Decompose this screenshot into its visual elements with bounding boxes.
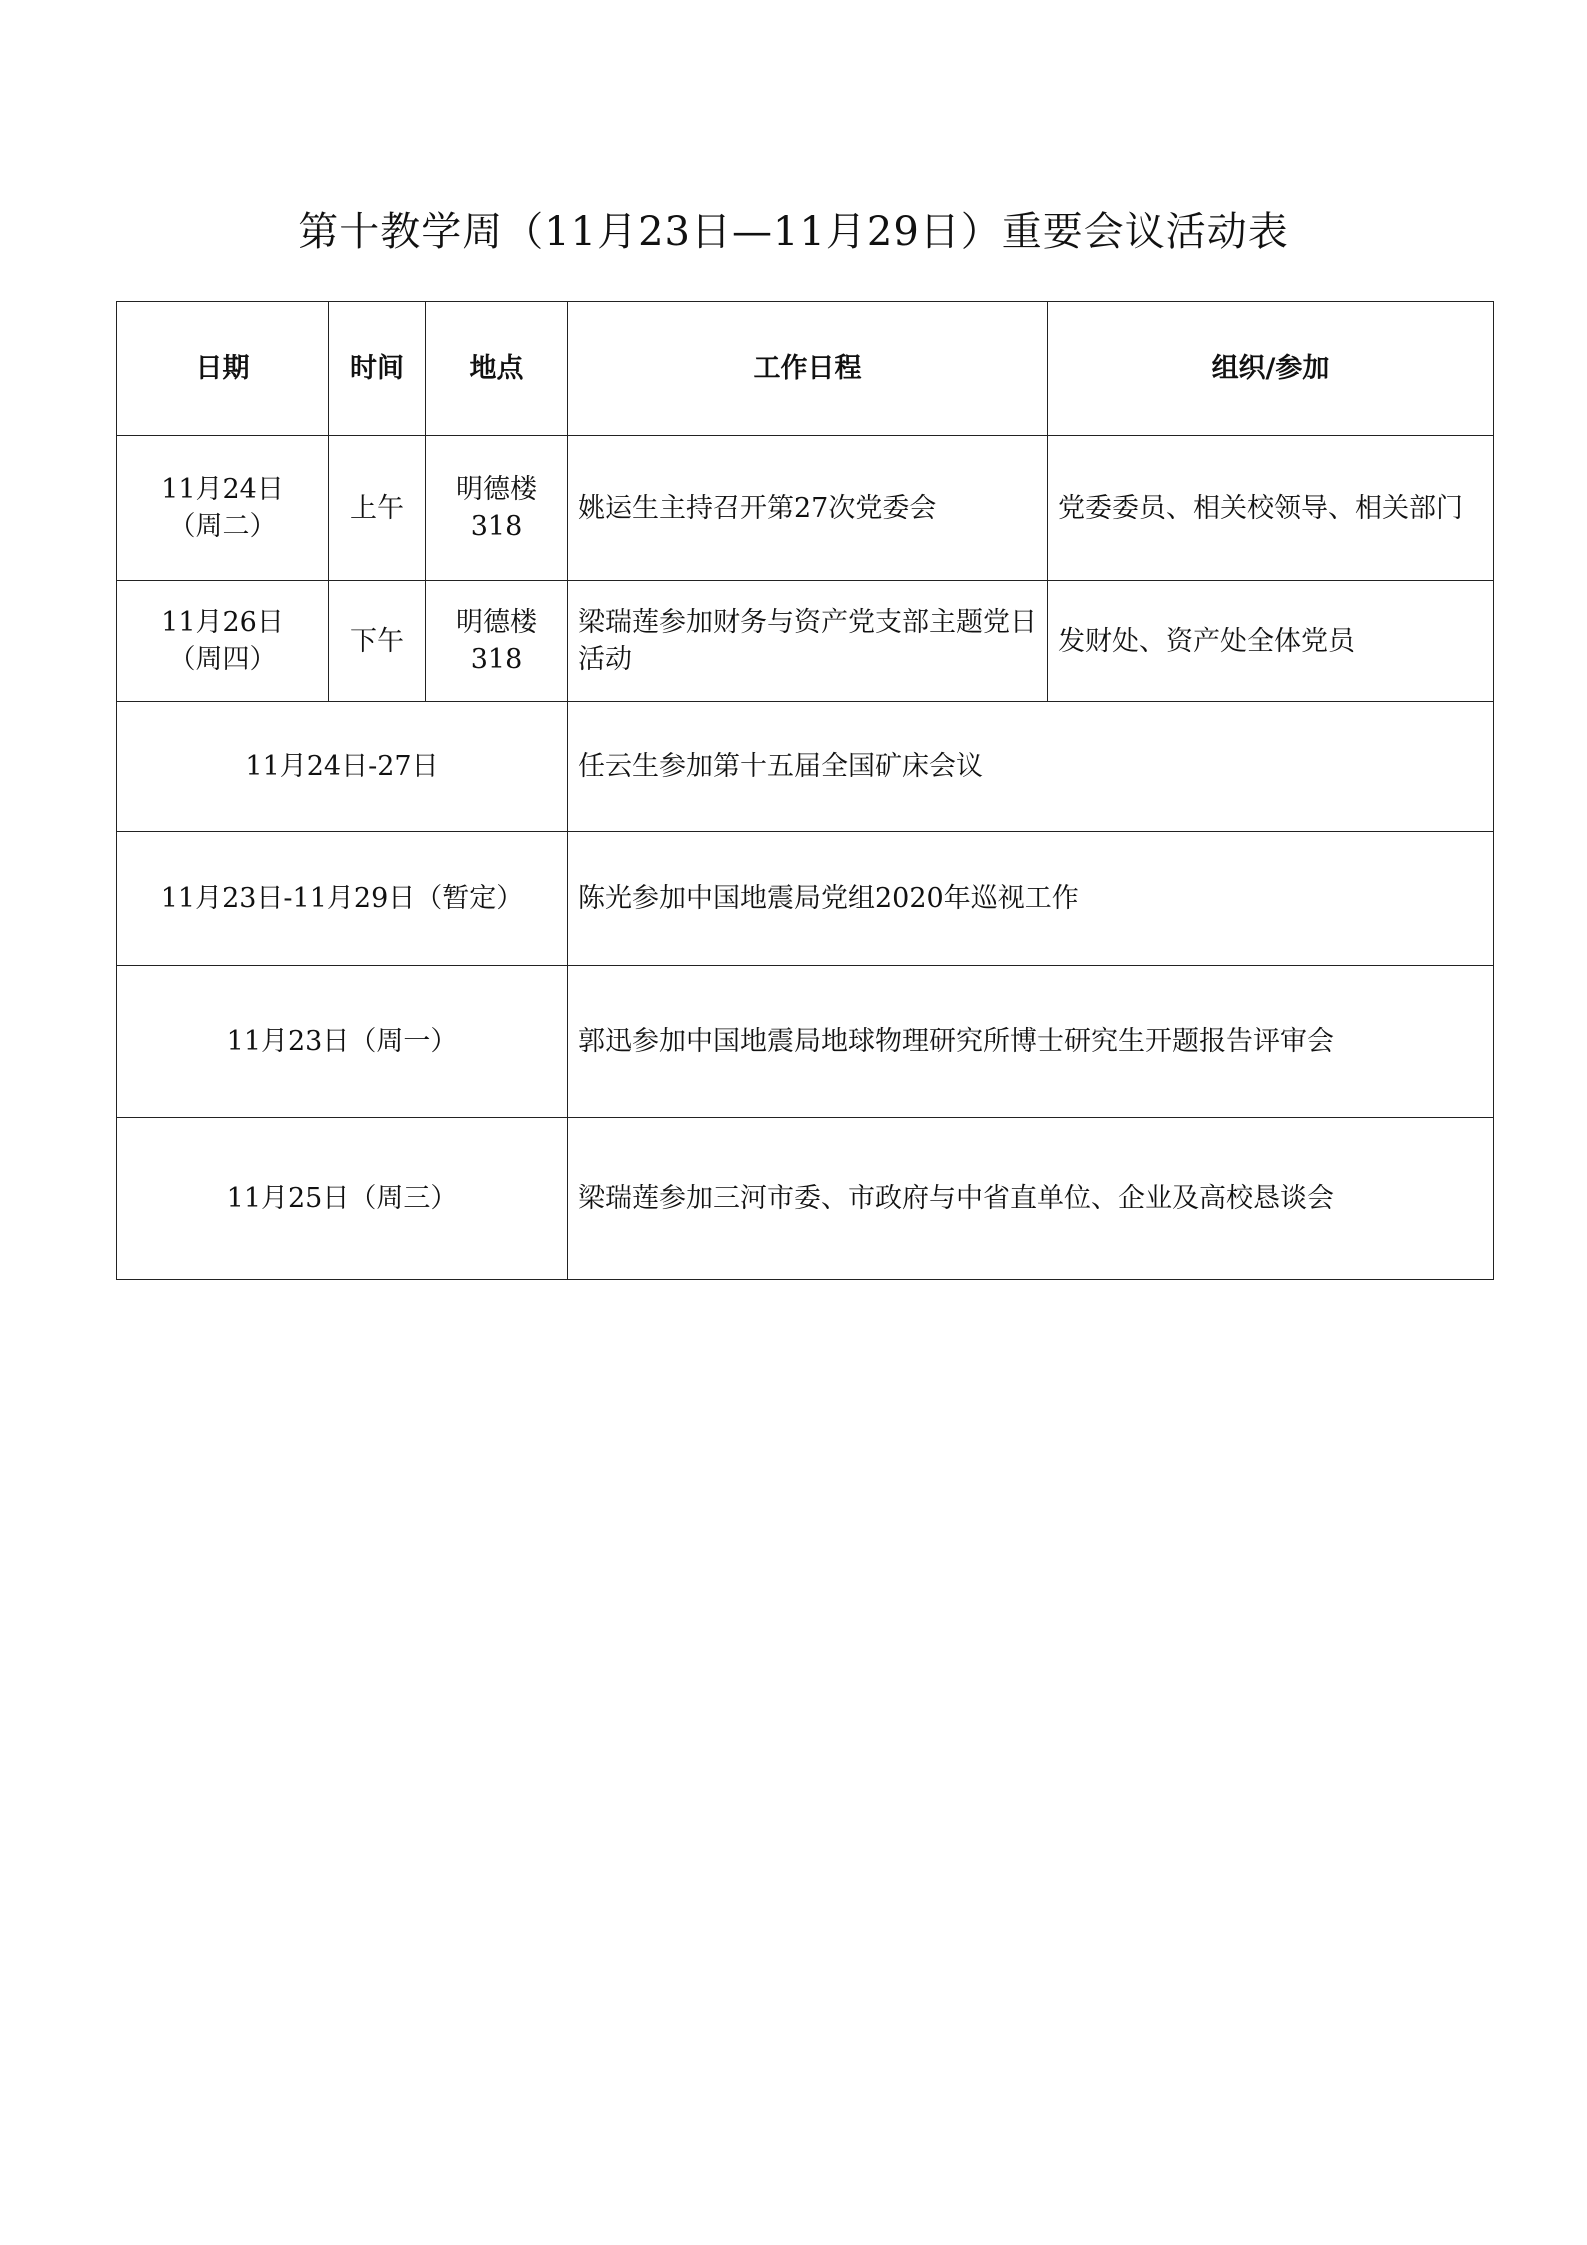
header-participants: 组织/参加 (1048, 302, 1494, 436)
header-time: 时间 (329, 302, 426, 436)
table-row (117, 581, 1494, 702)
date-line: 11月24日 (161, 474, 284, 505)
date-range-cell: 11月25日（周三） (117, 1118, 568, 1280)
weekday-line: （周四） (168, 644, 277, 675)
agenda-cell: 任云生参加第十五届全国矿床会议 (568, 702, 1494, 832)
table-row (117, 436, 1494, 581)
location-room: 318 (470, 644, 523, 675)
date-cell (117, 581, 329, 702)
time-cell: 上午 (329, 436, 426, 581)
agenda-cell: 陈光参加中国地震局党组2020年巡视工作 (568, 832, 1494, 966)
table-row (117, 1118, 1494, 1280)
weekday-line: （周二） (168, 511, 277, 542)
table-header-row (117, 302, 1494, 436)
header-date: 日期 (117, 302, 329, 436)
participants-cell: 党委委员、相关校领导、相关部门 (1048, 436, 1494, 581)
agenda-cell: 郭迅参加中国地震局地球物理研究所博士研究生开题报告评审会 (568, 966, 1494, 1118)
date-range-cell: 11月24日-27日 (117, 702, 568, 832)
participants-cell: 发财处、资产处全体党员 (1048, 581, 1494, 702)
date-range-cell: 11月23日-11月29日（暂定） (117, 832, 568, 966)
location-building: 明德楼 (456, 474, 537, 505)
page-title: 第十教学周（11月23日—11月29日）重要会议活动表 (298, 209, 1289, 255)
agenda-cell: 梁瑞莲参加财务与资产党支部主题党日活动 (568, 581, 1048, 702)
agenda-cell: 姚运生主持召开第27次党委会 (568, 436, 1048, 581)
table-row (117, 702, 1494, 832)
table-row (117, 966, 1494, 1118)
date-range-cell: 11月23日（周一） (117, 966, 568, 1118)
location-building: 明德楼 (456, 607, 537, 638)
table-row (117, 832, 1494, 966)
location-room: 318 (470, 511, 523, 542)
agenda-cell: 梁瑞莲参加三河市委、市政府与中省直单位、企业及高校恳谈会 (568, 1118, 1494, 1280)
time-cell: 下午 (329, 581, 426, 702)
date-cell (117, 436, 329, 581)
header-location: 地点 (426, 302, 568, 436)
schedule-table (116, 301, 1494, 1280)
date-line: 11月26日 (161, 607, 284, 638)
header-agenda: 工作日程 (568, 302, 1048, 436)
location-cell (426, 581, 568, 702)
location-cell (426, 436, 568, 581)
